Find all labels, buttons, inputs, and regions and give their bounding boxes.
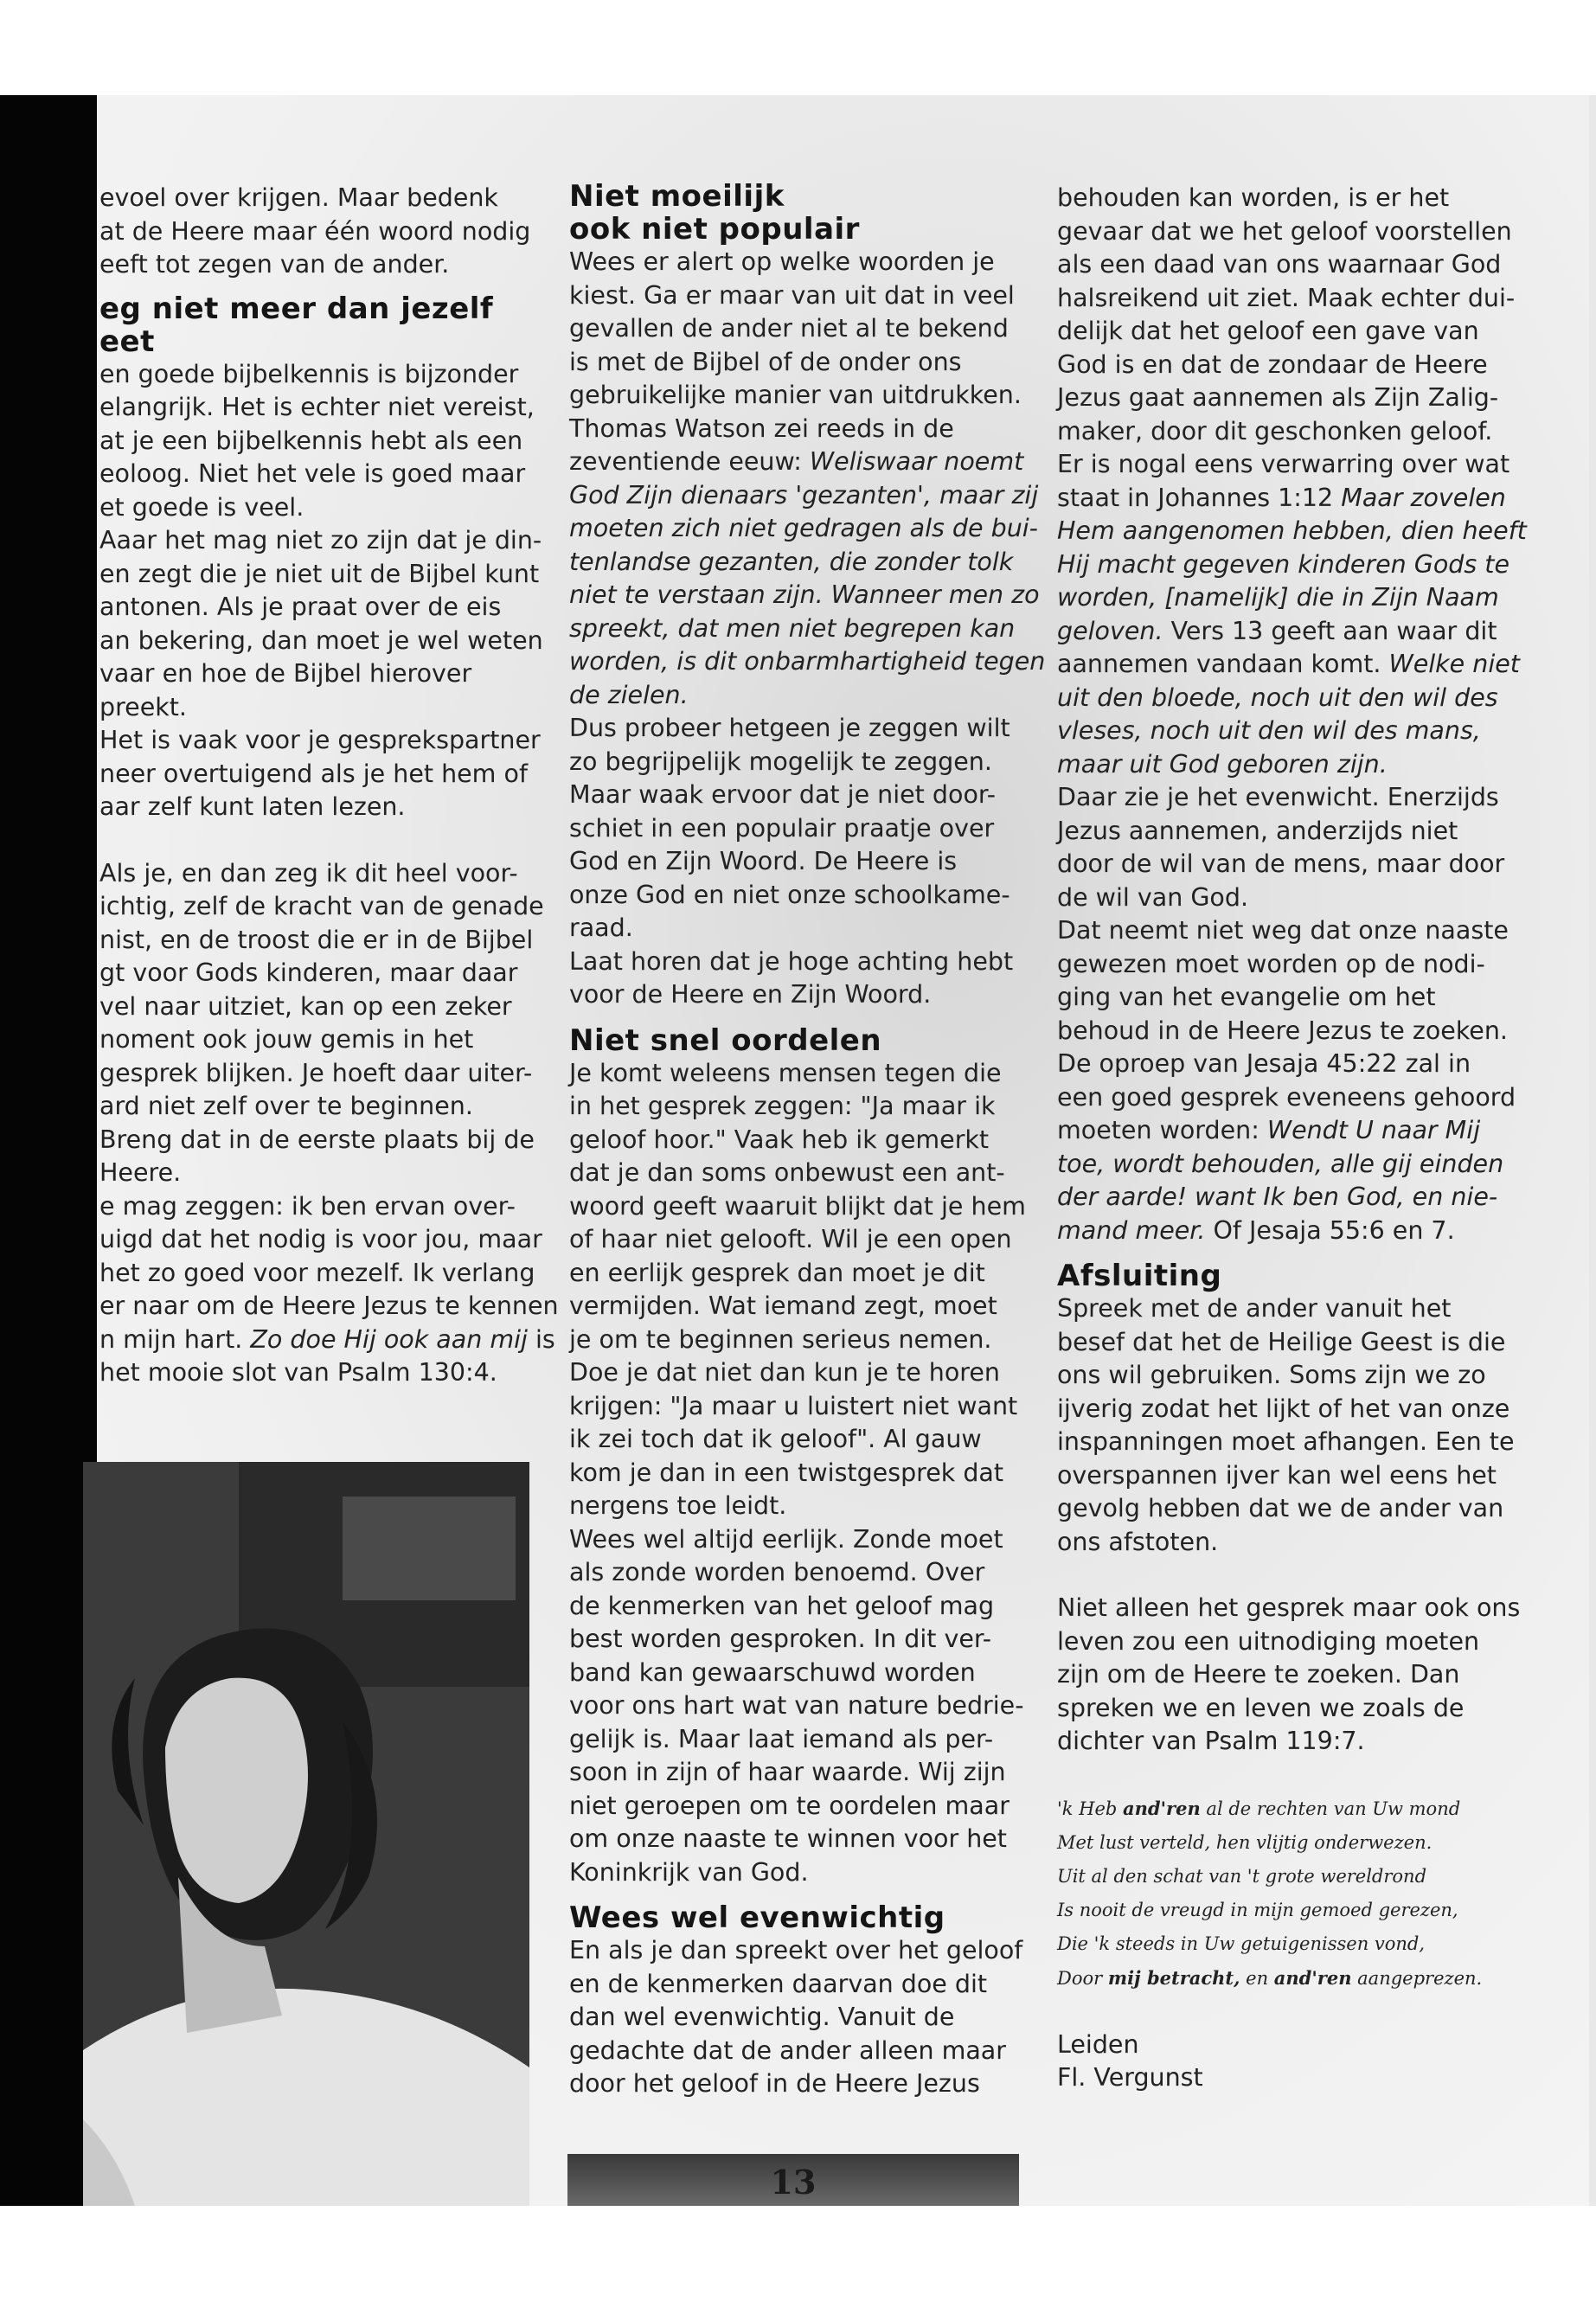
psalm-quote: 'k Heb and'ren al de rechten van Uw mond Met lust verteld, hen vlijtig onderwezen. Uit al den schat van 't grote wereldrond Is nooit de vreugd in mijn gemoed gerezen, Die 'k steeds in Uw getuigenissen vond, Door mij betracht, en and'ren aangeprezen. bbox=[1057, 1797, 1483, 1989]
column-2 bbox=[569, 179, 1046, 2101]
column-1 bbox=[99, 182, 559, 1390]
col1-paragraph-2: en goede bijbelkennis is bijzonder elangrijk. Het is echter niet vereist, at je een bijbelkennis hebt als een eoloog. Niet het vele is goed maar et goede is veel. Aaar het mag niet zo zijn dat je din- en zegt die je niet uit de Bijbel kunt antonen. Als je praat over de eis an bekering, dan moet je wel weten vaar en hoe de Bijbel hierover preekt. Het is vaak voor je gesprekspartner neer overtuigend als je het hem of aar zelf kunt laten lezen. bbox=[99, 359, 543, 821]
author: Fl. Vergunst bbox=[1057, 2063, 1203, 2092]
section-heading: Wees wel evenwichtig bbox=[569, 1900, 945, 1935]
col2-paragraph-1: Wees er alert op welke woorden je kiest. Ga er maar van uit dat in veel gevallen de ander niet al te bekend is met de Bijbel of de onder ons gebruikelijke manier van uitdrukken. Thomas Watson zei reeds in de zeventiende eeuw: Weliswaar noemt God Zijn dienaars 'gezanten', maar zij moeten zich niet gedragen als de bui- tenlandse gezanten, die zonder tolk niet te verstaan zijn. Wanneer men zo spreekt, dat men niet begrepen kan worden, is dit onbarmhartigheid tegen de zielen. bbox=[569, 247, 1046, 709]
section-heading: Afsluiting bbox=[1057, 1259, 1222, 1293]
page-number: 13 bbox=[770, 2163, 817, 2202]
col1-paragraph-3: Als je, en dan zeg ik dit heel voor- ichtig, zelf de kracht van de genade nist, en de troost die er in de Bijbel gt voor Gods kinderen, maar daar vel naar uitziet, kan op een zeker noment ook jouw gemis in het gesprek blijken. Je hoeft daar uiter- ard niet zelf over te beginnen. Breng dat in de eerste plaats bij de Heere. e mag zeggen: ik ben ervan over- uigd dat het nodig is voor jou, maar het zo goed voor mezelf. Ik verlang er naar om de Heere Jezus te kennen n mijn hart. Zo doe Hij ook aan mij is het mooie slot van Psalm 130:4. bbox=[99, 858, 559, 1387]
magazine-page bbox=[0, 95, 1596, 2206]
portrait-photo bbox=[83, 1462, 529, 2206]
col1-paragraph-1 bbox=[99, 182, 532, 282]
col3-paragraph-3: Spreek met de ander vanuit het besef dat het de Heilige Geest is die ons wil gebruiken. Soms zijn we zo ijverig zodat het lijkt of het van onze inspanningen moet afhangen. Een te overspannen ijver kan wel eens het gevolg hebben dat we de ander van ons afstoten. bbox=[1057, 1294, 1515, 1556]
col2-paragraph-2: Dus probeer hetgeen je zeggen wilt zo begrijpelijk mogelijk te zeggen. Maar waak ervoor dat je niet door- schiet in een populair praatje over God en Zijn Woord. De Heere is onze God en niet onze schoolkame- raad. Laat horen dat je hoge achting hebt voor de Heere en Zijn Woord. bbox=[569, 714, 1014, 1009]
place: Leiden bbox=[1057, 2029, 1139, 2059]
page-edge bbox=[1589, 95, 1596, 2206]
section-heading: eg niet meer dan jezelf eet bbox=[99, 291, 494, 359]
col3-paragraph-2: Daar zie je het evenwicht. Enerzijds Jezus aannemen, anderzijds niet door de wil van de mens, maar door de wil van God. Dat neemt niet weg dat onze naaste gewezen moet worden op de nodi- ging van het evangelie om het behoud in de Heere Jezus te zoeken. De oproep van Jesaja 45:22 zal in een goed gesprek eveneens gehoord moeten worden: Wendt U naar Mij toe, wordt behouden, alle gij einden der aarde! want Ik ben God, en nie- mand meer. Of Jesaja 55:6 en 7. bbox=[1057, 783, 1516, 1245]
text-line: eeft tot zegen van de ander. bbox=[99, 250, 450, 279]
signature bbox=[1057, 2029, 1524, 2095]
text-line: at de Heere maar één woord nodig bbox=[99, 216, 531, 246]
section-heading: Niet moeilijk ook niet populair bbox=[569, 179, 860, 247]
page-number-bar bbox=[567, 2154, 1019, 2206]
text-line: evoel over krijgen. Maar bedenk bbox=[99, 183, 498, 212]
col3-paragraph-4: Niet alleen het gesprek maar ook ons leven zou een uitnodiging moeten zijn om de Heere te zoeken. Dan spreken we en leven we zoals de dichter van Psalm 119:7. bbox=[1057, 1593, 1521, 1755]
column-3 bbox=[1057, 182, 1527, 2095]
col3-paragraph-1: behouden kan worden, is er het gevaar dat we het geloof voorstellen als een daad van ons waarnaar God halsreikend uit ziet. Maak echter dui- delijk dat het geloof een gave van God is en dat de zondaar de Heere Jezus gaat aannemen als Zijn Zalig- maker, door dit geschonken geloof. Er is nogal eens verwarring over wat staat in Johannes 1:12 Maar zovelen Hem aangenomen hebben, dien heeft Hij macht gegeven kinderen Gods te worden, [namelijk] die in Zijn Naam geloven. Vers 13 geeft aan waar dit aannemen vandaan komt. Welke niet uit den bloede, noch uit den wil des vleses, noch uit den wil des mans, maar uit God geboren zijn. bbox=[1057, 183, 1527, 779]
portrait-illustration bbox=[83, 1462, 529, 2206]
col2-paragraph-4: En als je dan spreekt over het geloof en de kenmerken daarvan doe dit dan wel evenwichtig. Vanuit de gedachte dat de ander alleen maar door het geloof in de Heere Jezus bbox=[569, 1936, 1023, 2098]
col2-paragraph-3: Je komt weleens mensen tegen die in het gesprek zeggen: "Ja maar ik geloof hoor." Vaak heb ik gemerkt dat je dan soms onbewust een ant- woord geeft waaruit blijkt dat je hem of haar niet gelooft. Wil je een open en eerlijk gesprek dan moet je dit vermijden. Wat iemand zegt, moet je om te beginnen serieus nemen. Doe je dat niet dan kun je te horen krijgen: "Ja maar u luistert niet want ik zei toch dat ik geloof". Al gauw kom je dan in een twistgesprek dat nergens toe leidt. Wees wel altijd eerlijk. Zonde moet als zonde worden benoemd. Over de kenmerken van het geloof mag best worden gesproken. In dit ver- band kan gewaarschuwd worden voor ons hart wat van nature bedrie- gelijk is. Maar laat iemand als per- soon in zijn of haar waarde. Wij zijn niet geroepen om te oordelen maar om onze naaste te winnen voor het Koninkrijk van God. bbox=[569, 1058, 1026, 1887]
section-heading: Niet snel oordelen bbox=[569, 1022, 882, 1058]
